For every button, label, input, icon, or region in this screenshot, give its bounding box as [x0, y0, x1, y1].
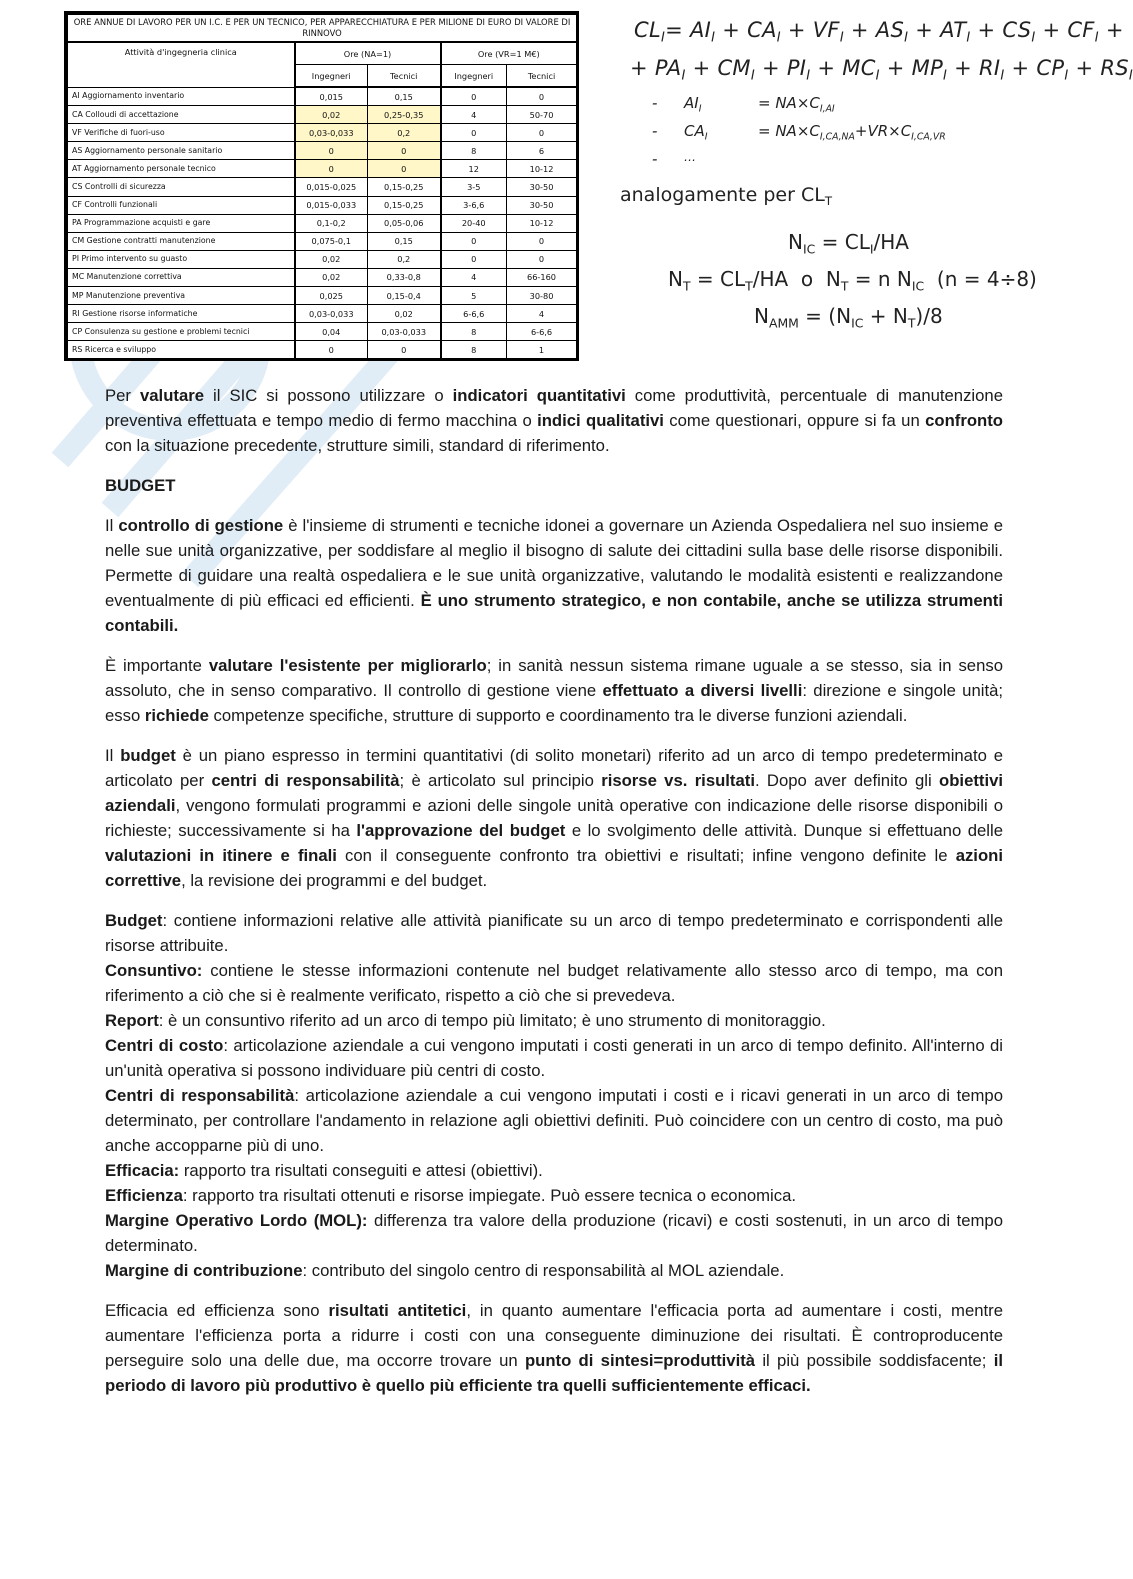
vr-technicians-cell: 30-80 — [507, 287, 577, 305]
na-technicians-cell: 0,2 — [368, 124, 441, 142]
paragraph-valutare-esistente — [105, 653, 1003, 728]
definition-term: Budget — [105, 911, 163, 930]
vr-technicians-cell: 50-70 — [507, 106, 577, 124]
bold-term: l'approvazione del budget — [356, 821, 566, 840]
text-span: ; è articolato sul principio — [399, 771, 602, 790]
vr-technicians-cell: 4 — [507, 305, 577, 323]
text-span: come questionari, oppure si fa un — [663, 411, 926, 430]
text-span: con la situazione precedente, strutture simili, standard di riferimento. — [105, 436, 610, 455]
na-technicians-cell: 0,03-0,033 — [368, 323, 441, 341]
col-group-vr: Ore (VR=1 M€) — [441, 42, 577, 65]
bold-term: valutare — [140, 386, 205, 405]
table-row — [68, 268, 577, 286]
vr-technicians-cell: 0 — [507, 232, 577, 250]
table-row — [68, 106, 577, 124]
activity-cell: AS Aggiornamento personale sanitario — [68, 142, 295, 160]
activity-cell: MP Manutenzione preventiva — [68, 287, 295, 305]
definition-term: Efficienza — [105, 1186, 183, 1205]
na-technicians-cell: 0,05-0,06 — [368, 214, 441, 232]
activity-cell: PI Primo intervento su guasto — [68, 250, 295, 268]
na-engineers-cell: 0,1-0,2 — [295, 214, 368, 232]
hours-table-frame — [64, 11, 579, 361]
text-span: , in quanto aumentare l'efficacia porta ad aumentare i costi, mentre aumentare l'efficienza porta a ridurre i costi con una conseguente diminuzione dei risultati. È controproducente perseguire solo una delle due, ma occorre trovare un — [105, 1301, 1003, 1370]
na-engineers-cell: 0,025 — [295, 287, 368, 305]
text-span: Il — [105, 746, 121, 765]
na-technicians-cell: 0,15 — [368, 232, 441, 250]
vr-technicians-cell: 30-50 — [507, 196, 577, 214]
bold-term: valutazioni in itinere e finali — [105, 846, 337, 865]
definition-item — [105, 1258, 1003, 1283]
activity-cell: MC Manutenzione correttiva — [68, 268, 295, 286]
definition-text: rapporto tra risultati conseguiti e attesi (obiettivi). — [179, 1161, 543, 1180]
vr-technicians-cell: 0 — [507, 250, 577, 268]
table-row — [68, 250, 577, 268]
definition-text: contiene le stesse informazioni contenute nel budget relativamente allo stesso arco di tempo, ma con riferimento a ciò che si è realmente verificato, rispetto a ciò che si prevedeva. — [105, 961, 1003, 1005]
paragraph-controllo-gestione — [105, 513, 1003, 638]
table-body — [68, 87, 577, 359]
section-heading-budget: BUDGET — [105, 476, 176, 495]
activity-cell: CP Consulenza su gestione e problemi tecnici — [68, 323, 295, 341]
activity-cell: CS Controlli di sicurezza — [68, 178, 295, 196]
activity-cell: AI Aggiornamento inventario — [68, 87, 295, 106]
table-row — [68, 178, 577, 196]
text-span: È importante — [105, 656, 209, 675]
na-technicians-cell: 0,02 — [368, 305, 441, 323]
activity-cell: RI Gestione risorse informatiche — [68, 305, 295, 323]
na-technicians-cell: 0,2 — [368, 250, 441, 268]
table-row — [68, 323, 577, 341]
table-row — [68, 287, 577, 305]
col-header-activity: Attività d'ingegneria clinica — [68, 42, 295, 87]
table-title: ORE ANNUE DI LAVORO PER UN I.C. E PER UN TECNICO, PER APPARECCHIATURA E PER MILIONE DI EURO DI VALORE DI RINNOVO — [68, 15, 577, 43]
na-engineers-cell: 0,02 — [295, 106, 368, 124]
table-row — [68, 305, 577, 323]
bold-term: richiede — [144, 706, 209, 725]
definition-item — [105, 1208, 1003, 1258]
definition-text: : è un consuntivo riferito ad un arco di tempo più limitato; è uno strumento di monitoraggio. — [158, 1011, 826, 1030]
vr-engineers-cell: 0 — [441, 250, 507, 268]
col-group-na: Ore (NA=1) — [295, 42, 441, 65]
vr-engineers-cell: 4 — [441, 268, 507, 286]
activity-cell: RS Ricerca e sviluppo — [68, 341, 295, 359]
bold-term: valutare l'esistente per migliorarlo — [208, 656, 487, 675]
table-row — [68, 142, 577, 160]
na-technicians-cell: 0,25-0,35 — [368, 106, 441, 124]
text-span: , vengono formulati programmi e azioni delle singole unità operative con indicazione delle risorse disponibili o richieste; successivamente si ha — [105, 796, 1003, 840]
vr-technicians-cell: 30-50 — [507, 178, 577, 196]
na-technicians-cell: 0 — [368, 160, 441, 178]
na-technicians-cell: 0 — [368, 142, 441, 160]
text-span: , la revisione dei programmi e del budget. — [181, 871, 488, 890]
na-engineers-cell: 0,02 — [295, 250, 368, 268]
table-row — [68, 124, 577, 142]
formula-nic: $N_{IC} = CL_I/HA$ — [788, 230, 909, 257]
na-engineers-cell: 0,03-0,033 — [295, 124, 368, 142]
text-span: come produttività, percentuale di manutenzione preventiva effettuata e tempo medio di fermo macchina o — [105, 386, 1003, 430]
text-span: il più possibile soddisfacente; — [755, 1351, 994, 1370]
definition-item — [105, 958, 1003, 1008]
na-engineers-cell: 0 — [295, 160, 368, 178]
table-row — [68, 87, 577, 106]
text-span: e lo svolgimento delle attività. Dunque si effettuano delle — [565, 821, 1003, 840]
na-technicians-cell: 0 — [368, 341, 441, 359]
formula-ai: - $AI_I = NA\times C_{I,AI}$ — [652, 94, 835, 115]
definition-text: : contributo del singolo centro di responsabilità al MOL aziendale. — [302, 1261, 785, 1280]
bold-term: controllo di gestione — [118, 516, 284, 535]
definition-term: Margine di contribuzione — [105, 1261, 303, 1280]
vr-engineers-cell: 8 — [441, 341, 507, 359]
definition-item — [105, 908, 1003, 958]
col-header-vr-eng: Ingegneri — [441, 65, 507, 88]
table-row — [68, 341, 577, 359]
definition-item — [105, 1158, 1003, 1183]
col-header-na-eng: Ingegneri — [295, 65, 368, 88]
paragraph-budget-definition — [105, 743, 1003, 893]
vr-engineers-cell: 8 — [441, 323, 507, 341]
definition-text: : contiene informazioni relative alle attività pianificate su un arco di tempo predeterminato e corrispondenti alle risorse attribuite. — [105, 911, 1003, 955]
na-engineers-cell: 0 — [295, 341, 368, 359]
na-engineers-cell: 0 — [295, 142, 368, 160]
formula-nt: $N_T = CL_T/HA$ o $N_T = n$ $N_{IC}$ (n = 4÷8) — [668, 267, 1037, 294]
activity-cell: PA Programmazione acquisti e gare — [68, 214, 295, 232]
definition-item — [105, 1183, 1003, 1208]
table-row — [68, 214, 577, 232]
definition-item — [105, 1033, 1003, 1083]
na-engineers-cell: 0,015 — [295, 87, 368, 106]
definition-term: Centri di costo — [105, 1036, 224, 1055]
na-engineers-cell: 0,04 — [295, 323, 368, 341]
definition-text: differenza tra valore della produzione (ricavi) e costi sostenuti, in un arco di tempo determinato. — [105, 1211, 1003, 1255]
definition-text: : rapporto tra risultati ottenuti e risorse impiegate. Può essere tecnica o economica. — [182, 1186, 797, 1205]
text-span: competenze specifiche, strutture di supporto e coordinamento tra le diverse funzioni aziendali. — [208, 706, 908, 725]
bold-term: risorse vs. risultati — [601, 771, 755, 790]
vr-engineers-cell: 20-40 — [441, 214, 507, 232]
activity-cell: CF Controlli funzionali — [68, 196, 295, 214]
text-span: : direzione e singole unità; esso — [105, 681, 1004, 725]
bold-term: centri di responsabilità — [211, 771, 400, 790]
table-row — [68, 160, 577, 178]
vr-technicians-cell: 66-160 — [507, 268, 577, 286]
na-engineers-cell: 0,015-0,033 — [295, 196, 368, 214]
text-span: Per — [105, 386, 140, 405]
bold-term: risultati antitetici — [328, 1301, 467, 1320]
bold-term: punto di sintesi=produttività — [524, 1351, 756, 1370]
vr-technicians-cell: 0 — [507, 124, 577, 142]
bold-term: indici qualitativi — [537, 411, 664, 430]
na-technicians-cell: 0,15 — [368, 87, 441, 106]
hours-table — [67, 14, 577, 359]
vr-technicians-cell: 10-12 — [507, 160, 577, 178]
na-technicians-cell: 0,33-0,8 — [368, 268, 441, 286]
text-span: è un piano espresso in termini quantitativi (di solito monetari) riferito ad un arco di tempo predeterminato e articolato per — [105, 746, 1003, 790]
definitions-list — [105, 908, 1003, 1283]
vr-engineers-cell: 0 — [441, 124, 507, 142]
definition-term: Centri di responsabilità — [105, 1086, 295, 1105]
vr-engineers-cell: 5 — [441, 287, 507, 305]
definition-term: Consuntivo: — [105, 961, 203, 980]
vr-engineers-cell: 3-5 — [441, 178, 507, 196]
text-span: con il conseguente confronto tra obiettivi e risultati; infine vengono definite le — [336, 846, 956, 865]
na-engineers-cell: 0,015-0,025 — [295, 178, 368, 196]
definition-term: Report — [105, 1011, 159, 1030]
bold-term: confronto — [925, 411, 1003, 430]
vr-engineers-cell: 8 — [441, 142, 507, 160]
activity-cell: VF Verifiche di fuori-uso — [68, 124, 295, 142]
na-technicians-cell: 0,15-0,25 — [368, 196, 441, 214]
formula-ca: - $CA_I = NA\times C_{I,CA,NA}+VR\times C_{I,CA,VR}$ — [652, 122, 946, 143]
text-span: il SIC si possono utilizzare o — [204, 386, 453, 405]
formula-dots: - … — [652, 150, 696, 168]
col-header-vr-tec: Tecnici — [507, 65, 577, 88]
paragraph-efficacia-efficienza — [105, 1298, 1003, 1398]
vr-technicians-cell: 10-12 — [507, 214, 577, 232]
vr-engineers-cell: 0 — [441, 87, 507, 106]
text-span: Efficacia ed efficienza sono — [105, 1301, 329, 1320]
vr-technicians-cell: 6 — [507, 142, 577, 160]
vr-engineers-cell: 0 — [441, 232, 507, 250]
formula-cl-line1: $CL_I= AI_I + CA_I + VF_I + AS_I + AT_I + CS_I + CF_I$ + — [634, 18, 1124, 46]
definition-text: : articolazione aziendale a cui vengono imputati i costi e i ricavi generati in un arco di tempo determinato, per controllare l'andamento in relazione agli obiettivi definiti. Può coincidere con un centro di costo, ma può anche accopparne più di uno. — [105, 1086, 1003, 1155]
bold-term: il periodo di lavoro più produttivo è quello più efficiente tra quelli sufficientemente efficaci. — [105, 1351, 1003, 1395]
paragraph-sic-evaluation — [105, 383, 1003, 458]
bold-term: indicatori quantitativi — [452, 386, 626, 405]
vr-technicians-cell: 1 — [507, 341, 577, 359]
formulas-block — [600, 14, 1133, 344]
table-row — [68, 196, 577, 214]
activity-cell: AT Aggiornamento personale tecnico — [68, 160, 295, 178]
bold-term: effettuato a diversi livelli — [602, 681, 803, 700]
definition-term: Margine Operativo Lordo (MOL): — [105, 1211, 368, 1230]
na-engineers-cell: 0,075-0,1 — [295, 232, 368, 250]
activity-cell: CM Gestione contratti manutenzione — [68, 232, 295, 250]
text-span: Il — [105, 516, 119, 535]
text-span: . Dopo aver definito gli — [754, 771, 940, 790]
body-text — [105, 383, 1003, 1413]
vr-engineers-cell: 3-6,6 — [441, 196, 507, 214]
definition-item — [105, 1083, 1003, 1158]
na-engineers-cell: 0,03-0,033 — [295, 305, 368, 323]
formula-analog: analogamente per $CL_T$ — [620, 184, 832, 209]
definition-item — [105, 1008, 1003, 1033]
bold-term: È uno strumento strategico, e non contabile, anche se utilizza strumenti contabili. — [105, 591, 1003, 635]
bold-term: azioni correttive — [105, 846, 1003, 890]
vr-technicians-cell: 6-6,6 — [507, 323, 577, 341]
formula-cl-line2: + $PA_I + CM_I + PI_I + MC_I + MP_I + RI_I + CP_I + RS_I$ — [630, 56, 1133, 84]
definition-text: : articolazione aziendale a cui vengono imputati i costi generati in un arco di tempo definito. All'interno di un'unità operativa si possono individuare più centri di costo. — [105, 1036, 1003, 1080]
na-engineers-cell: 0,02 — [295, 268, 368, 286]
bold-term: obiettivi aziendali — [105, 771, 1004, 815]
vr-technicians-cell: 0 — [507, 87, 577, 106]
na-technicians-cell: 0,15-0,25 — [368, 178, 441, 196]
text-span: ; in sanità nessun sistema rimane uguale a se stesso, sia in senso assoluto, che in senso comparativo. Il controllo di gestione viene — [105, 656, 1003, 700]
text-span: è l'insieme di strumenti e tecniche idonei a governare un Azienda Ospedaliera nel suo insieme e nelle sue unità organizzative, per soddisfare al meglio il bisogno di salute dei cittadini sulla base delle risorse disponibili. Permette di guidare una realtà ospedaliera e le sue unità organizzative, valutando le modalità esistenti e realizzandone eventualmente di più efficaci ed efficienti. — [105, 516, 1003, 610]
definition-term: Efficacia: — [105, 1161, 180, 1180]
activity-cell: CA Colloudi di accettazione — [68, 106, 295, 124]
formula-namm: $N_{AMM} = (N_{IC} + N_T)/8$ — [754, 304, 943, 331]
vr-engineers-cell: 12 — [441, 160, 507, 178]
bold-term: budget — [120, 746, 176, 765]
vr-engineers-cell: 4 — [441, 106, 507, 124]
col-header-na-tec: Tecnici — [368, 65, 441, 88]
na-technicians-cell: 0,15-0,4 — [368, 287, 441, 305]
table-row — [68, 232, 577, 250]
vr-engineers-cell: 6-6,6 — [441, 305, 507, 323]
